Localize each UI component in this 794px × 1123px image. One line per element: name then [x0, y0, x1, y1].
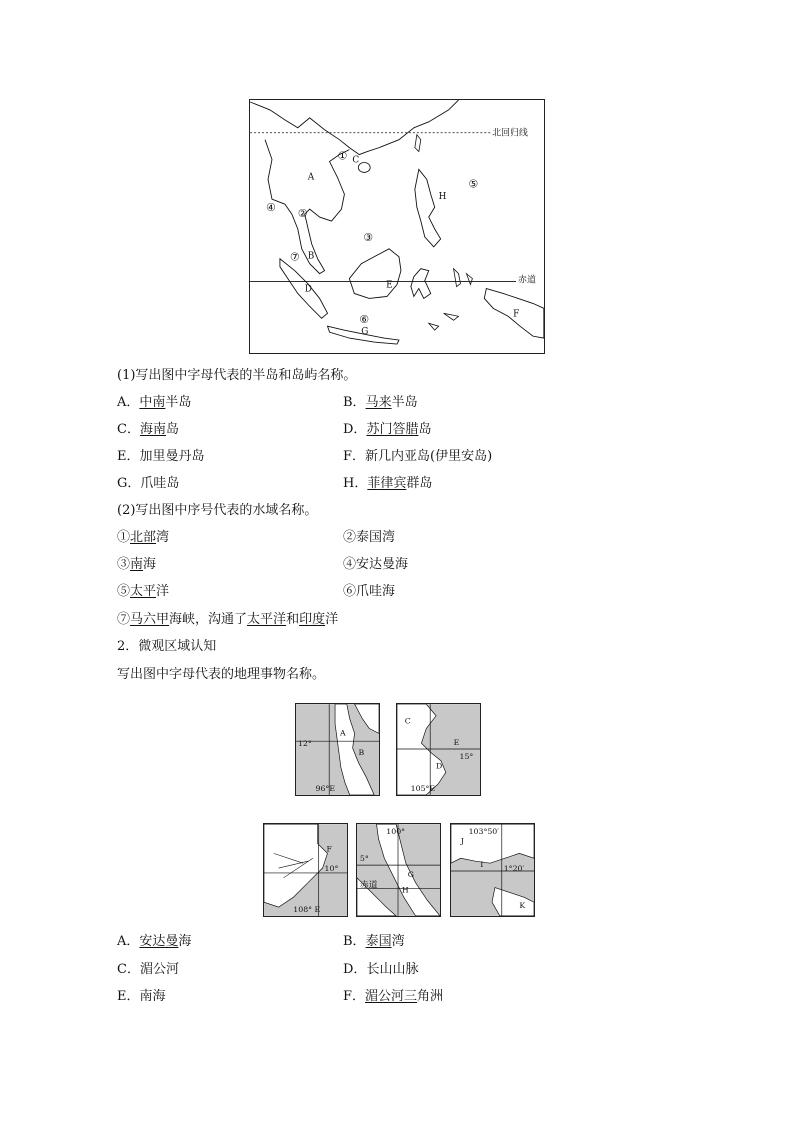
- m4-lon: 100°: [386, 826, 406, 836]
- q1-item-A: A．中南半岛: [117, 395, 192, 410]
- label-B: B: [307, 251, 315, 262]
- q1-item-H: H．菲律宾群岛: [343, 476, 433, 491]
- label-2: ②: [297, 207, 308, 221]
- small-map-3: [263, 823, 348, 917]
- label-E: E: [386, 280, 393, 291]
- m4-label-G: G: [407, 869, 415, 879]
- q2-strait: ⑦马六甲海峡，沟通了太平洋和印度洋: [117, 612, 339, 627]
- taiwan-outline: [415, 135, 421, 152]
- answer2-B: B．泰国湾: [343, 934, 405, 949]
- sumatra-outline: [280, 259, 328, 319]
- label-H: H: [438, 192, 447, 203]
- answer2-F: F．湄公河三角洲: [343, 989, 444, 1004]
- q1-item-E: E．加里曼丹岛: [117, 449, 205, 464]
- label-1: ①: [337, 149, 348, 163]
- label-3: ③: [363, 230, 374, 244]
- answer2-D: D．长山山脉: [343, 962, 419, 977]
- southeast-asia-map-svg: [250, 100, 544, 353]
- m3-lat: 10°: [324, 863, 339, 873]
- label-6: ⑥: [359, 313, 370, 327]
- q1-item-G: G．爪哇岛: [117, 476, 180, 491]
- sulawesi-outline: [411, 269, 431, 299]
- answer2-C: C．湄公河: [117, 962, 179, 977]
- q1-item-C: C．海南岛: [117, 422, 179, 437]
- label-F: F: [513, 309, 520, 320]
- small-map-2: [396, 703, 481, 796]
- m3-label-F: F: [326, 844, 332, 854]
- m1-lat: 12°: [297, 739, 312, 749]
- southeast-asia-map: [249, 99, 545, 354]
- m5-lon: 103°50′: [468, 826, 500, 836]
- equator-label: 赤道: [518, 275, 536, 286]
- q1-item-B: B．马来半岛: [343, 395, 418, 410]
- q2-item-2: ②泰国湾: [343, 530, 396, 545]
- q1-item-D: D．苏门答腊岛: [343, 422, 432, 437]
- q2-item-1: ①北部湾: [117, 530, 170, 545]
- m2-label-D: D: [436, 761, 443, 771]
- label-7: ⑦: [289, 250, 300, 264]
- label-D: D: [304, 284, 312, 295]
- label-C: C: [352, 155, 360, 166]
- section2-heading: 2．微观区域认知: [117, 639, 217, 654]
- m5-lat: 1°20′: [503, 863, 525, 873]
- q2-item-6: ⑥爪哇海: [343, 584, 396, 599]
- m4-label-H: H: [401, 885, 409, 895]
- small-map-1: [295, 703, 380, 796]
- section2-instruction: 写出图中字母代表的地理事物名称。: [117, 667, 326, 682]
- philippines-outline: [415, 169, 441, 246]
- china-coastline: [250, 100, 458, 155]
- q1-heading: (1)写出图中字母代表的半岛和岛屿名称。: [117, 368, 357, 383]
- m2-lat: 15°: [459, 751, 474, 761]
- label-4: ④: [266, 201, 276, 215]
- m1-lon: 96°E: [315, 784, 336, 793]
- q2-heading: (2)写出图中序号代表的水域名称。: [117, 503, 318, 518]
- m5-label-I: I: [480, 860, 484, 870]
- answer2-A: A．安达曼海: [117, 934, 192, 949]
- m2-lon: 105°E: [410, 784, 436, 793]
- m2-label-E: E: [453, 738, 460, 748]
- small-map-5: [450, 823, 535, 917]
- q2-item-3: ③南海: [117, 557, 157, 572]
- label-5: ⑤: [468, 177, 479, 191]
- m5-label-J: J: [460, 836, 464, 846]
- q2-item-5: ⑤太平洋: [117, 584, 170, 599]
- q1-item-F: F．新几内亚岛(伊里安岛): [343, 449, 493, 464]
- hainan-outline: [358, 163, 370, 173]
- small-islands: [429, 269, 473, 331]
- m4-lat: 5°: [359, 854, 369, 864]
- m1-label-B: B: [358, 747, 365, 757]
- label-G: G: [361, 327, 369, 338]
- answer2-E: E．南海: [117, 989, 166, 1004]
- m4-equator: 赤道: [359, 880, 378, 891]
- m3-lon: 108° E: [293, 904, 321, 914]
- m1-label-A: A: [339, 728, 346, 738]
- small-map-4: [356, 823, 441, 917]
- m5-label-K: K: [519, 901, 526, 911]
- m2-label-C: C: [404, 716, 411, 726]
- q2-item-4: ④安达曼海: [343, 557, 409, 572]
- borneo-outline: [349, 249, 401, 299]
- tropic-label: 北回归线: [492, 128, 528, 139]
- label-A: A: [307, 172, 315, 183]
